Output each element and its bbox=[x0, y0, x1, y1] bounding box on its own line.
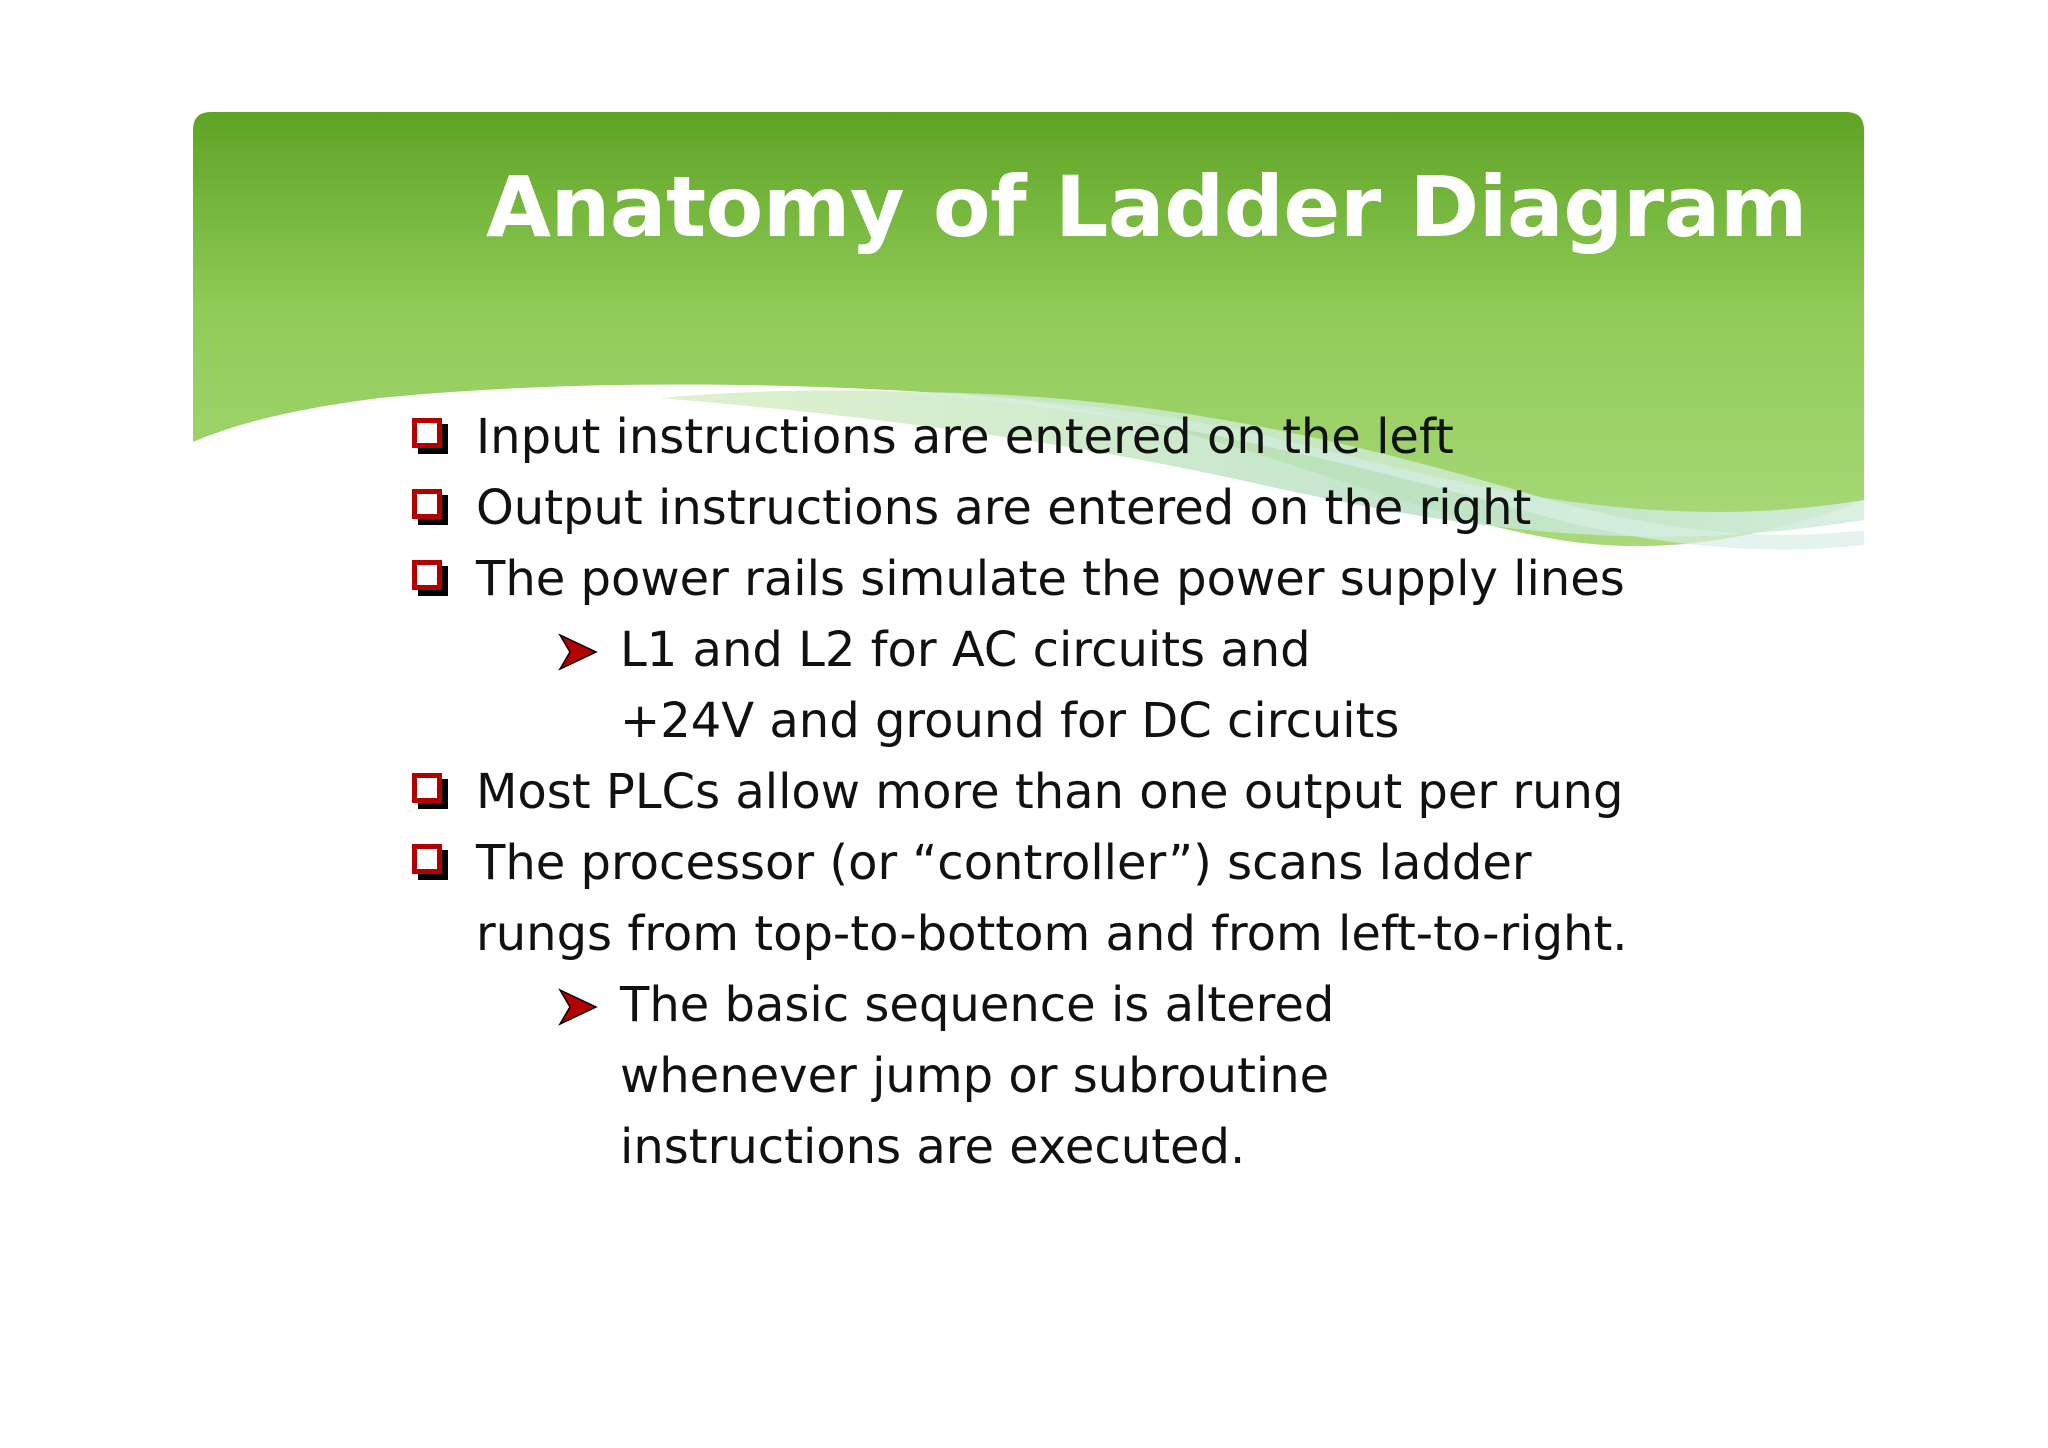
bullet-item bbox=[410, 473, 1710, 544]
checkbox-bullet-icon bbox=[412, 489, 442, 519]
checkbox-bullet-icon bbox=[412, 844, 442, 874]
bullet-item bbox=[410, 757, 1710, 828]
bullet-text: Most PLCs allow more than one output per rung bbox=[476, 764, 1624, 820]
sub-bullet-item bbox=[410, 615, 1440, 757]
slide-title: Anatomy of Ladder Diagram bbox=[486, 158, 1807, 256]
checkbox-bullet-icon bbox=[412, 560, 442, 590]
bullet-text: Output instructions are entered on the right bbox=[476, 480, 1532, 536]
sub-bullet-item bbox=[410, 970, 1420, 1183]
bullet-item bbox=[410, 828, 1676, 970]
bullet-text: Input instructions are entered on the left bbox=[476, 409, 1454, 465]
bullet-list bbox=[410, 402, 1710, 1183]
arrow-bullet-icon bbox=[558, 988, 598, 1026]
checkbox-bullet-icon bbox=[412, 773, 442, 803]
bullet-text: The power rails simulate the power supply lines bbox=[476, 551, 1625, 607]
bullet-text: The processor (or “controller”) scans ladder rungs from top-to-bottom and from left-to-right. bbox=[476, 835, 1628, 962]
bullet-item bbox=[410, 544, 1710, 615]
arrow-bullet-icon bbox=[558, 633, 598, 671]
sub-bullet-text: L1 and L2 for AC circuits and +24V and ground for DC circuits bbox=[620, 622, 1400, 749]
sub-bullet-text: The basic sequence is altered whenever jump or subroutine instructions are executed. bbox=[620, 977, 1335, 1175]
bullet-item bbox=[410, 402, 1710, 473]
checkbox-bullet-icon bbox=[412, 418, 442, 448]
